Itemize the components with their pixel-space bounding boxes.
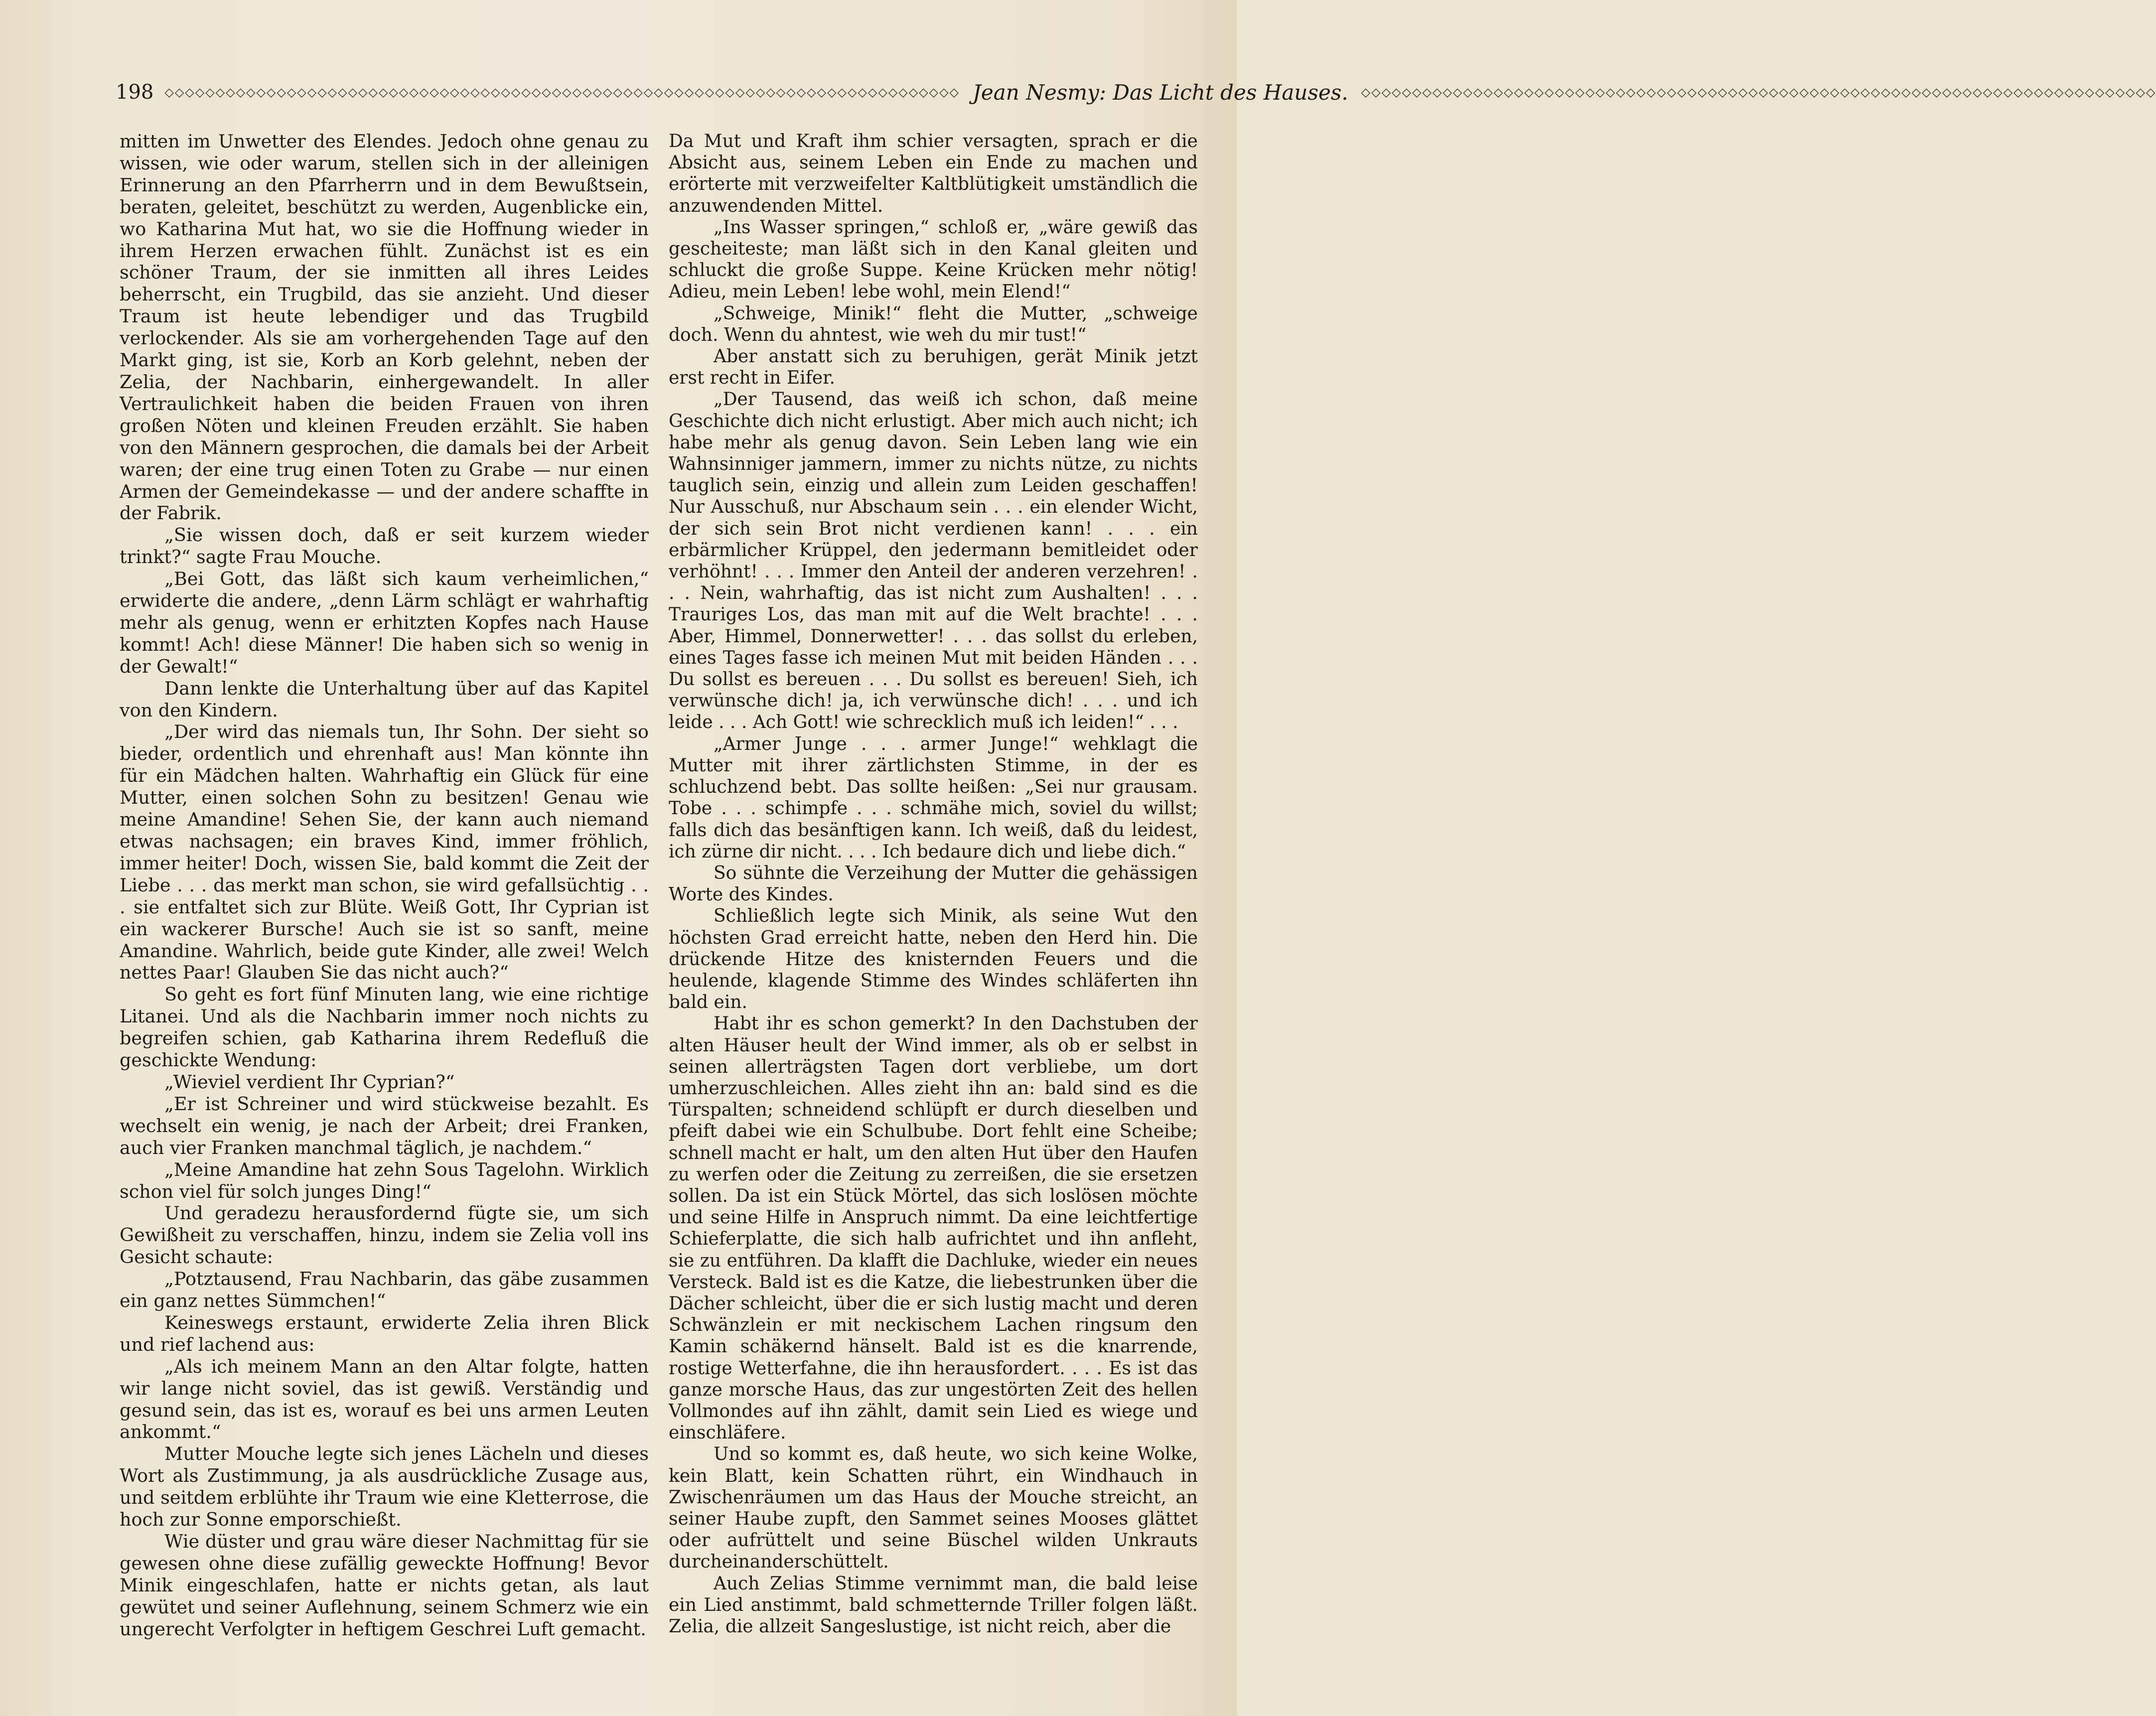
left-column [120, 131, 649, 1645]
page-header [116, 75, 2156, 110]
paragraph: „Der wird das niemals tun, Ihr Sohn. Der sieht so bieder, ordentlich und ehrenhaft aus! Man könnte ihn für ein Mädchen halten. Wahrhaftig ein Glück für eine Mutter, einen solchen Sohn zu besitzen! Genau wie meine Amandine! Sehen Sie, der kann auch niemand etwas nachsagen; ein braves Kind, immer fröhlich, immer heiter! Doch, wissen Sie, bald kommt die Zeit der Liebe . . . das merkt man schon, sie wird gefallsüchtig . . . sie entfaltet sich zur Blüte. Weiß Gott, Ihr Cyprian ist ein wackerer Bursche! Auch sie ist so sanft, meine Amandine. Wahrlich, beide gute Kinder, alle zwei! Welch nettes Paar! Glauben Sie das nicht auch?“ [120, 721, 649, 984]
header-ornament-right: ◇◇◇◇◇◇◇◇◇◇◇◇◇◇◇◇◇◇◇◇◇◇◇◇◇◇◇◇◇◇◇◇◇◇◇◇◇◇◇◇◇◇◇◇◇◇◇◇◇◇◇◇◇◇◇◇◇◇◇◇◇◇◇◇◇◇◇◇◇◇◇◇◇◇◇◇◇◇ [1361, 85, 2156, 99]
paragraph: Und geradezu herausfordernd fügte sie, um sich Gewißheit zu verschaffen, hinzu, indem sie Zelia voll ins Gesicht schaute: [120, 1202, 649, 1268]
paragraph: Auch Zelias Stimme vernimmt man, die bald leise ein Lied anstimmt, bald schmetternde Triller folgen läßt. Zelia, die allzeit Sangeslustige, ist nicht reich, aber die [669, 1573, 1198, 1637]
paragraph: „Schweige, Minik!“ fleht die Mutter, „schweige doch. Wenn du ahntest, wie weh du mir tust!“ [669, 303, 1198, 345]
paragraph: Habt ihr es schon gemerkt? In den Dachstuben der alten Häuser heult der Wind immer, als ob er selbst in seinen allerträgsten Tagen dort verbliebe, um dort umherzuschleichen. Alles zieht ihn an: bald sind es die Türspalten; schneidend schlüpft er durch dieselben und pfeift dabei wie ein Schulbube. Dort fehlt eine Scheibe; schnell macht er halt, um den alten Hut über den Haufen zu werfen oder die Zeitung zu zerreißen, die sie ersetzen sollen. Da ist ein Stück Mörtel, das sich loslösen möchte und seine Hilfe in Anspruch nimmt. Da eine leichtfertige Schieferplatte, die sich halb aufrichtet und ihn anfleht, sie zu entführen. Da klafft die Dachluke, wieder ein neues Versteck. Bald ist es die Katze, die liebestrunken über die Dächer schleicht, über die er sich lustig macht und deren Schwänzlein er mit neckischem Lachen ringsum den Kamin schäkernd hänselt. Bald ist es die knarrende, rostige Wetterfahne, die ihn herausfordert. . . . Es ist das ganze morsche Haus, das zur ungestörten Zeit des hellen Vollmondes auf ihn zählt, damit sein Lied es wiege und einschläfere. [669, 1013, 1198, 1443]
paragraph: So geht es fort fünf Minuten lang, wie eine richtige Litanei. Und als die Nachbarin immer noch nichts zu begreifen schien, gab Katharina ihrem Redefluß die geschickte Wendung: [120, 984, 649, 1071]
paragraph: Mutter Mouche legte sich jenes Lächeln und dieses Wort als Zustimmung, ja als ausdrückliche Zusage aus, und seitdem erblühte ihr Traum wie eine Kletterrose, die hoch zur Sonne emporschießt. [120, 1443, 649, 1531]
paragraph: Da Mut und Kraft ihm schier versagten, sprach er die Absicht aus, seinem Leben ein Ende zu machen und erörterte mit verzweifelter Kaltblütigkeit umständlich die anzuwendenden Mittel. [669, 131, 1198, 216]
paragraph: „Wieviel verdient Ihr Cyprian?“ [164, 1071, 455, 1093]
paragraph: Wie düster und grau wäre dieser Nachmittag für sie gewesen ohne diese zufällig geweckte Hoffnung! Bevor Minik eingeschlafen, hatte er nichts getan, als laut gewütet und seiner Auflehnung, seinem Schmerz wie ein ungerecht Verfolgter in heftigem Geschrei Luft gemacht. [120, 1531, 649, 1640]
paragraph: mitten im Unwetter des Elendes. Jedoch ohne genau zu wissen, wie oder warum, stellen sich in der alleinigen Erinnerung an den Pfarrherrn und in dem Bewußtsein, beraten, geleitet, beschützt zu werden, Augenblicke ein, wo Katharina Mut hat, wo sie die Hoffnung wieder in ihrem Herzen erwachen fühlt. Zunächst ist es ein schöner Traum, der sie inmitten all ihres Leides beherrscht, ein Trugbild, das sie anzieht. Und dieser Traum ist heute lebendiger und das Trugbild verlockender. Als sie am vorhergehenden Tage auf den Markt ging, ist sie, Korb an Korb gelehnt, neben der Zelia, der Nachbarin, einhergewandelt. In aller Vertraulichkeit haben die beiden Frauen von ihren großen Nöten und kleinen Freuden erzählt. Sie haben von den Männern gesprochen, die damals bei der Arbeit waren; der eine trug einen Toten zu Grabe — nur einen Armen der Gemeindekasse — und der andere schaffte in der Fabrik. [120, 131, 649, 524]
running-title: Jean Nesmy: Das Licht des Hauses. [973, 80, 1348, 105]
paragraph: „Sie wissen doch, daß er seit kurzem wieder trinkt?“ sagte Frau Mouche. [120, 524, 649, 568]
paragraph: „Bei Gott, das läßt sich kaum verheimlichen,“ erwiderte die andere, „denn Lärm schlägt er wahrhaftig mehr als genug, wenn er erhitzten Kopfes nach Hause kommt! Ach! diese Männer! Die haben sich so wenig in der Gewalt!“ [120, 568, 649, 677]
paragraph: „Armer Junge . . . armer Junge!“ wehklagt die Mutter mit ihrer zärtlichsten Stimme, in der es schluchzend bebt. Das sollte heißen: „Sei nur grausam. Tobe . . . schimpfe . . . schmähe mich, soviel du willst; falls dich das besänftigen kann. Ich weiß, daß du leidest, ich zürne dir nicht. . . . Ich bedaure dich und liebe dich.“ [669, 733, 1198, 862]
page-number: 198 [116, 81, 154, 104]
right-column [669, 131, 1198, 1645]
paragraph: „Er ist Schreiner und wird stückweise bezahlt. Es wechselt ein wenig, je nach der Arbeit; drei Franken, auch vier Franken manchmal täglich, je nachdem.“ [120, 1093, 649, 1158]
paragraph: „Als ich meinem Mann an den Altar folgte, hatten wir lange nicht soviel, das ist gewiß. Verständig und gesund sein, das ist es, worauf es bei uns armen Leuten ankommt.“ [120, 1355, 649, 1443]
paragraph: Keineswegs erstaunt, erwiderte Zelia ihren Blick und rief lachend aus: [120, 1311, 649, 1355]
paragraph: Und so kommt es, daß heute, wo sich keine Wolke, kein Blatt, kein Schatten rührt, ein Windhauch in Zwischenräumen um das Haus der Mouche streicht, an seiner Haube zupft, den Sammet seines Mooses glättet oder aufrüttelt und seine Büschel wilden Unkrauts durcheinanderschüttelt. [669, 1444, 1198, 1573]
paragraph: So sühnte die Verzeihung der Mutter die gehässigen Worte des Kindes. [669, 862, 1198, 905]
paragraph: „Ins Wasser springen,“ schloß er, „wäre gewiß das gescheiteste; man läßt sich in den Kanal gleiten und schluckt die große Suppe. Keine Krücken mehr nötig! Adieu, mein Leben! lebe wohl, mein Elend!“ [669, 217, 1198, 302]
paragraph: „Potztausend, Frau Nachbarin, das gäbe zusammen ein ganz nettes Sümmchen!“ [120, 1268, 649, 1312]
paragraph: Schließlich legte sich Minik, als seine Wut den höchsten Grad erreicht hatte, neben den Herd hin. Die drückende Hitze des knisternden Feuers und die heulende, klagende Stimme des Windes schläferten ihn bald ein. [669, 906, 1198, 1013]
header-ornament-left: ◇◇◇◇◇◇◇◇◇◇◇◇◇◇◇◇◇◇◇◇◇◇◇◇◇◇◇◇◇◇◇◇◇◇◇◇◇◇◇◇◇◇◇◇◇◇◇◇◇◇◇◇◇◇◇◇◇◇◇◇◇◇◇◇◇◇◇◇◇◇◇◇◇◇◇◇◇◇ [164, 85, 960, 99]
paragraph: „Meine Amandine hat zehn Sous Tagelohn. Wirklich schon viel für solch junges Ding!“ [120, 1158, 649, 1202]
paragraph: Dann lenkte die Unterhaltung über auf das Kapitel von den Kindern. [120, 677, 649, 721]
paragraph: „Der Tausend, das weiß ich schon, daß meine Geschichte dich nicht erlustigt. Aber mich auch nicht; ich habe mehr als genug davon. Sein Leben lang wie ein Wahnsinniger jammern, immer zu nichts nütze, zu nichts tauglich sein, einzig und allein zum Leiden geschaffen! Nur Ausschuß, nur Abschaum sein . . . ein elender Wicht, der sich sein Brot nicht verdienen kann! . . . ein erbärmlicher Krüppel, den jedermann bemitleidet oder verhöhnt! . . . Immer den Anteil der anderen verzehren! . . . Nein, wahrhaftig, das ist nicht zum Aushalten! . . . Trauriges Los, das man mit auf die Welt brachte! . . . Aber, Himmel, Donnerwetter! . . . das sollst du erleben, eines Tages fasse ich meinen Mut mit beiden Händen . . . Du sollst es bereuen . . . Du sollst es bereuen! Sieh, ich verwünsche dich! ja, ich verwünsche dich! . . . und ich leide . . . Ach Gott! wie schrecklich muß ich leiden!“ . . . [669, 389, 1198, 733]
paragraph: Aber anstatt sich zu beruhigen, gerät Minik jetzt erst recht in Eifer. [669, 346, 1198, 389]
